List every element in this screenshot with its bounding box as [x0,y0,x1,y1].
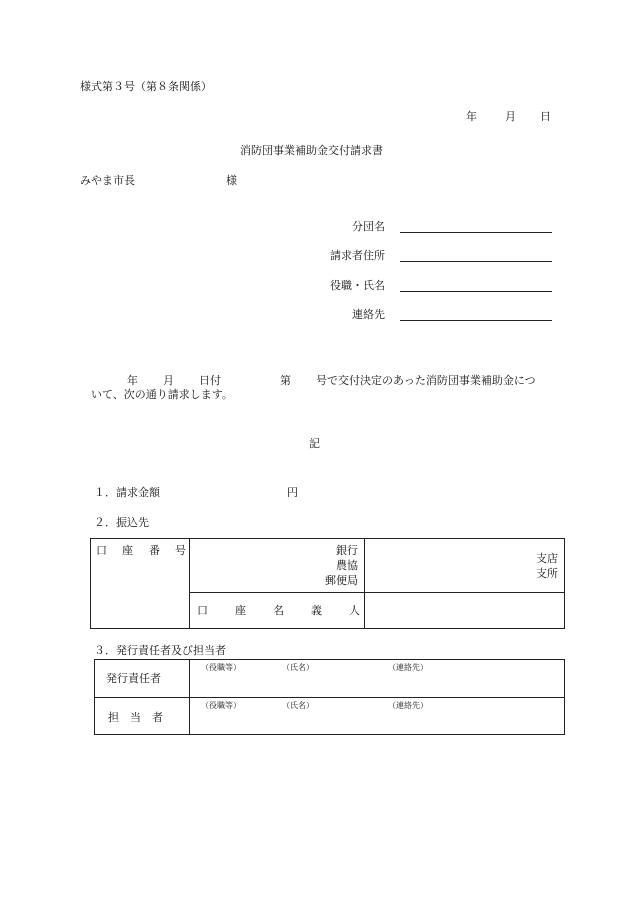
addressee-honorific: 様 [226,174,237,187]
body-line1: 号で交付決定のあった消防団事業補助金につ [316,374,536,387]
officer-row-label: 発行責任者 [106,672,161,685]
body-number-prefix: 第 [280,374,291,387]
bank-type-bank: 銀行 [336,544,358,557]
field-input-title-name[interactable] [400,291,552,292]
field-input-address[interactable] [400,261,552,262]
form-number: 様式第３号（第８条関係） [80,80,212,93]
officer-row-label: 担 当 者 [108,711,163,724]
date-year: 年 [466,110,477,123]
officer-contact: （連絡先） [388,663,428,672]
officer-name: （氏名） [282,663,314,672]
transfer-label: ２．振込先 [94,516,149,529]
officer-label: ３．発行責任者及び担当者 [94,644,226,657]
bank-type-coop: 農協 [336,559,358,572]
officer-divider-h [94,697,565,698]
transfer-divider-2 [364,538,365,629]
amount-unit: 円 [287,486,298,499]
field-input-contact[interactable] [400,320,552,321]
field-label-branch: 分団名 [352,220,385,233]
transfer-divider-1 [189,538,190,629]
officer-name: （氏名） [282,701,314,710]
transfer-divider-h [189,592,565,593]
body-month: 月 [163,374,174,387]
branch-type-office: 支所 [536,567,558,580]
branch-type-branch: 支店 [536,552,558,565]
field-label-address: 請求者住所 [330,249,385,262]
date-day: 日 [540,110,551,123]
bank-type-post: 郵便局 [325,574,358,587]
document-title: 消防団事業補助金交付請求書 [240,144,383,157]
officer-role: （役職等） [201,701,241,710]
officer-contact: （連絡先） [388,701,428,710]
field-input-branch[interactable] [400,232,552,233]
field-label-title-name: 役職・氏名 [330,279,385,292]
addressee-name: みやま市長 [80,174,135,187]
body-year: 年 [127,374,138,387]
body-line2: いて、次の通り請求します。 [91,388,233,401]
body-day: 日付 [199,374,221,387]
officer-role: （役職等） [201,663,241,672]
amount-label: １．請求金額 [94,486,160,499]
date-month: 月 [505,110,516,123]
ki-heading: 記 [309,437,320,450]
field-label-contact: 連絡先 [352,308,385,321]
